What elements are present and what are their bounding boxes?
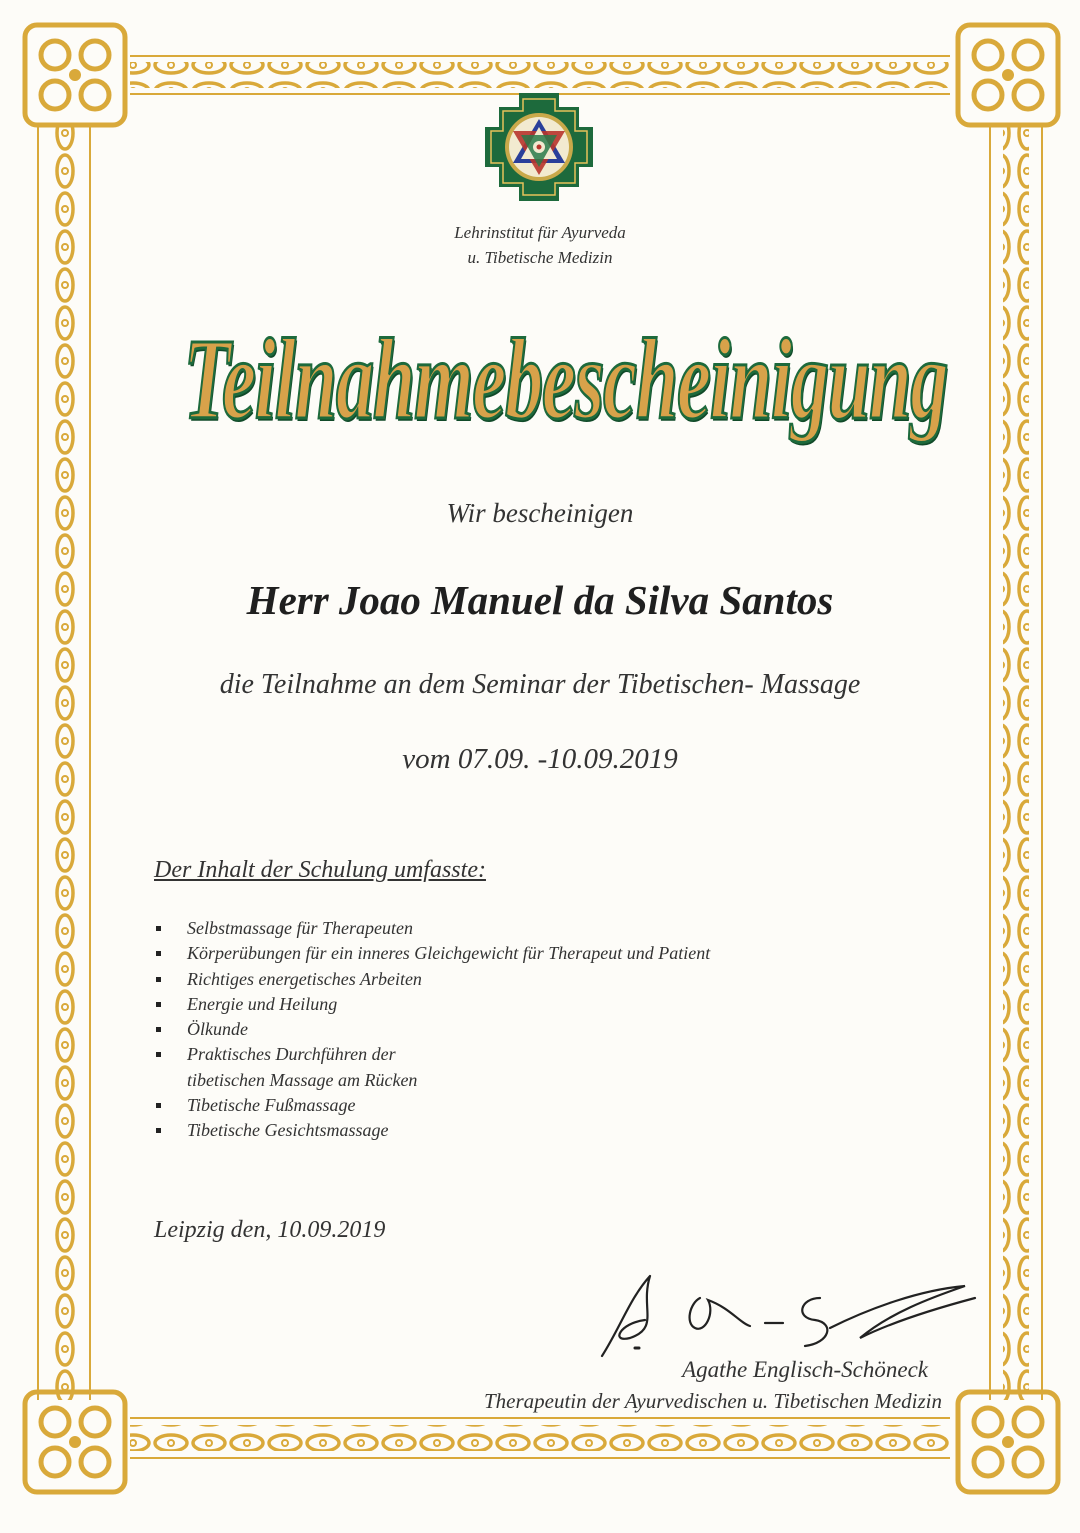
list-item: Energie und Heilung	[154, 992, 710, 1017]
institute-line-1: Lehrinstitut für Ayurveda	[454, 223, 626, 242]
seminar-dates: vom 07.09. -10.09.2019	[402, 743, 678, 775]
list-item: Richtiges energetisches Arbeiten	[154, 967, 710, 992]
list-item: Tibetische Gesichtsmassage	[154, 1118, 710, 1143]
content-list	[154, 916, 710, 1144]
intro-text: Wir bescheinigen	[446, 498, 634, 528]
seminar-description: die Teilnahme an dem Seminar der Tibetischen- Massage	[219, 669, 861, 700]
institute-name	[0, 220, 1080, 270]
recipient-name: Herr Joao Manuel da Silva Santos	[246, 577, 834, 623]
certificate-title: Teilnahmebescheinigung	[183, 316, 948, 444]
list-item: Praktisches Durchführen der tibetischen Massage am Rücken	[154, 1042, 710, 1093]
celtic-knot-corner-icon	[958, 25, 1058, 125]
list-item: Selbstmassage für Therapeuten	[154, 916, 710, 941]
signer-name: Agathe Englisch-Schöneck	[682, 1357, 928, 1382]
list-item: Ölkunde	[154, 1017, 710, 1042]
list-item: Körperübungen für ein inneres Gleichgewicht für Therapeut und Patient	[154, 941, 710, 966]
celtic-knot-corner-icon	[25, 25, 125, 125]
celtic-knot-corner-icon	[958, 1392, 1058, 1492]
institute-line-2: u. Tibetische Medizin	[467, 248, 613, 267]
celtic-knot-corner-icon	[25, 1392, 125, 1492]
signer-title: Therapeutin der Ayurvedischen u. Tibetischen Medizin	[483, 1389, 942, 1413]
yantra-mandala-icon	[485, 93, 593, 201]
list-item: Tibetische Fußmassage	[154, 1093, 710, 1118]
place-and-date: Leipzig den, 10.09.2019	[154, 1217, 386, 1243]
handwritten-signature	[590, 1268, 980, 1363]
content-heading: Der Inhalt der Schulung umfasste:	[154, 857, 486, 883]
